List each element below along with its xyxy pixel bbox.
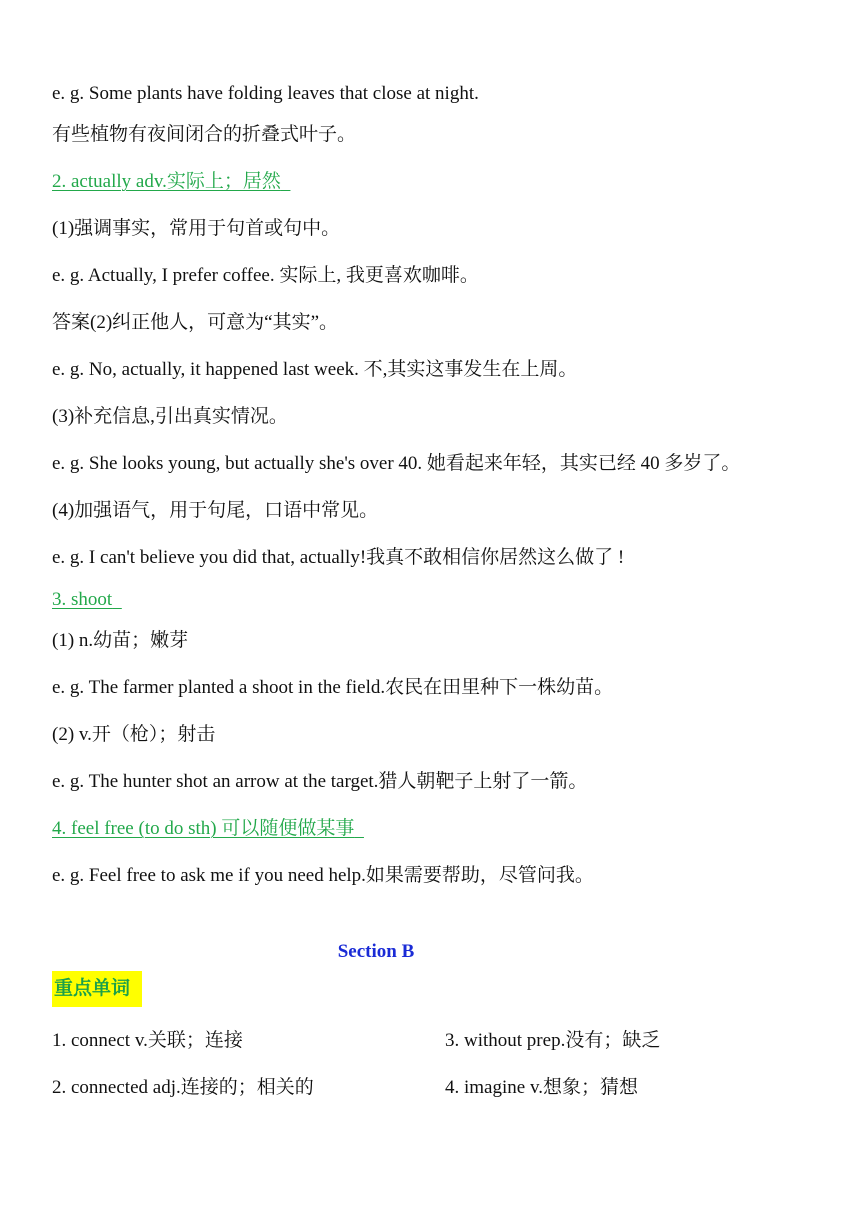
line-4: (1)强调事实，常用于句首或句中。: [52, 218, 341, 239]
line-5: e. g. Actually, I prefer coffee. 实际上, 我更喜欢咖啡。: [52, 265, 479, 286]
line-9: e. g. She looks young, but actually she's over 40. 她看起来年轻，其实已经 40 多岁了。: [52, 453, 741, 474]
key-words-badge: 重点单词: [52, 971, 142, 1007]
heading-feel-free: 4. feel free (to do sth) 可以随便做某事: [52, 818, 355, 839]
line-6: 答案(2)纠正他人，可意为“其实”。: [52, 312, 339, 333]
vocab-item-4: 4. imagine v.想象；猜想: [445, 1077, 638, 1098]
line-18: e. g. Feel free to ask me if you need help.如果需要帮助，尽管问我。: [52, 865, 594, 886]
line-13: (1) n.幼苗；嫩芽: [52, 630, 189, 651]
line-15: (2) v.开（枪）；射击: [52, 724, 216, 745]
line-14: e. g. The farmer planted a shoot in the field.农民在田里种下一株幼苗。: [52, 677, 614, 698]
line-10: (4)加强语气，用于句尾，口语中常见。: [52, 500, 379, 521]
heading-actually: 2. actually adv.实际上；居然: [52, 171, 281, 192]
vocab-item-3: 3. without prep.没有；缺乏: [445, 1030, 661, 1051]
line-7: e. g. No, actually, it happened last week. 不,其实这事发生在上周。: [52, 359, 578, 380]
line-16: e. g. The hunter shot an arrow at the target.猎人朝靶子上射了一箭。: [52, 771, 588, 792]
line-8: (3)补充信息,引出真实情况。: [52, 406, 288, 427]
section-title: Section B: [337, 941, 415, 962]
vocab-item-2: 2. connected adj.连接的；相关的: [52, 1077, 314, 1098]
line-2: 有些植物有夜间闭合的折叠式叶子。: [52, 124, 357, 145]
vocab-item-1: 1. connect v.关联；连接: [52, 1030, 243, 1051]
line-11: e. g. I can't believe you did that, actually!我真不敢相信你居然这么做了 !: [52, 547, 625, 568]
line-1: e. g. Some plants have folding leaves that close at night.: [52, 83, 479, 104]
heading-shoot: 3. shoot: [52, 589, 113, 610]
